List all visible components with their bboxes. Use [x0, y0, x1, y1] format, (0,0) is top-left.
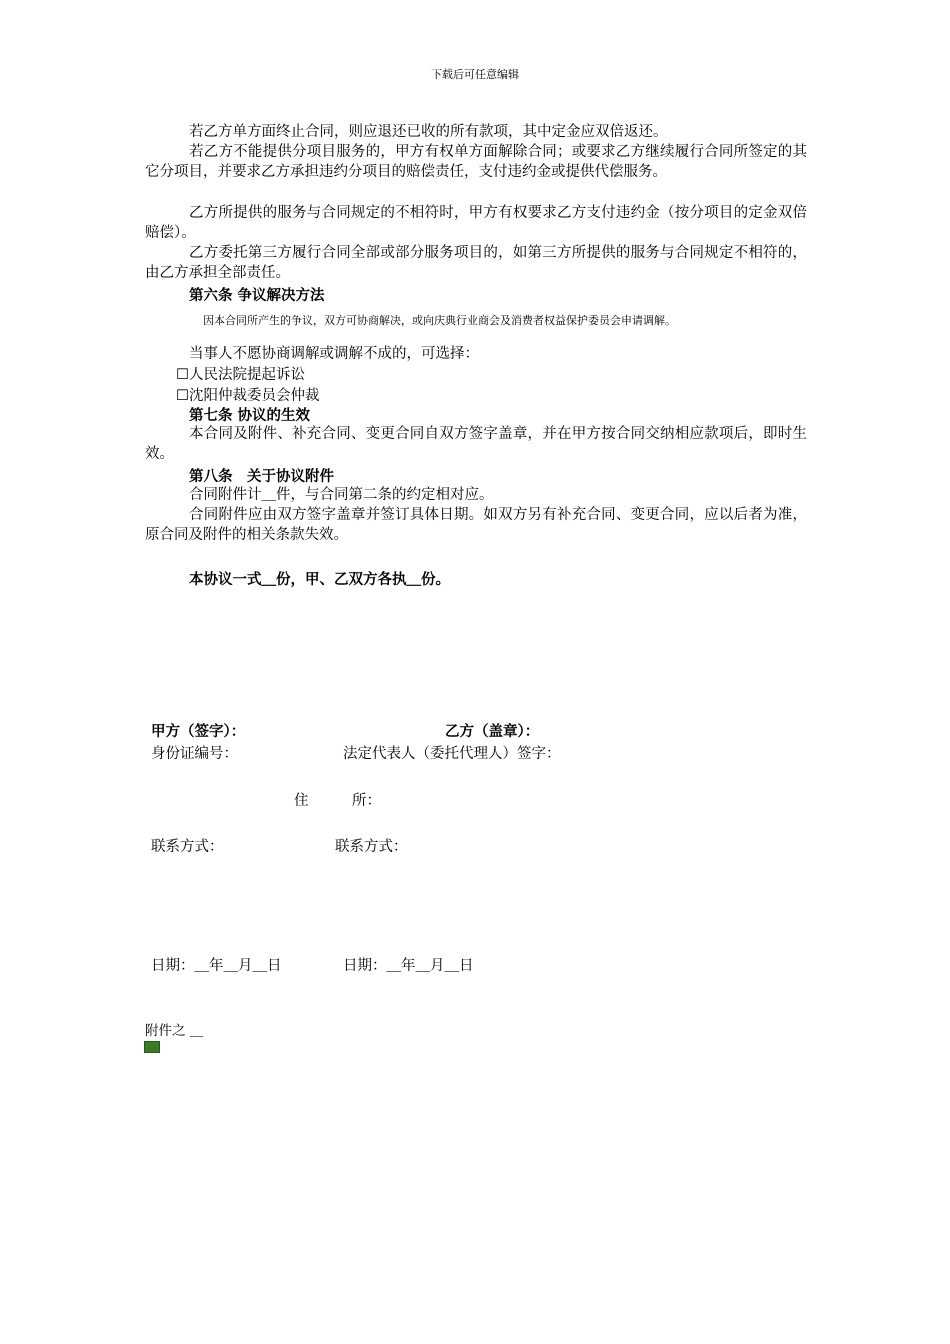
article-6-text: 因本合同所产生的争议，双方可协商解决，或向庆典行业商会及消费者权益保护委员会申请调解。: [203, 314, 676, 327]
contact-a-label: 联系方式：: [151, 839, 224, 855]
option-court[interactable]: ☐人民法院提起诉讼: [176, 367, 305, 383]
legal-rep-label: 法定代表人（委托代理人）签字：: [343, 746, 561, 762]
attachment-label: 附件之 ＿: [145, 1023, 204, 1039]
article-8-text2: 合同附件应由双方签字盖章并签订具体日期。如双方另有补充合同、变更合同，应以后者为准，原合同及附件的相关条款失效。: [145, 507, 807, 543]
article-8-title: 第八条 关于协议附件: [189, 468, 334, 485]
page-header: 下载后可任意编辑: [431, 68, 519, 81]
article-6-choose: 当事人不愿协商调解或调解不成的，可选择：: [189, 346, 479, 362]
address-label: 住 所：: [294, 793, 381, 809]
contact-b-label: 联系方式：: [335, 839, 408, 855]
paragraph-penalty: 乙方所提供的服务与合同规定的不相符时，甲方有权要求乙方支付违约金（按分项目的定金双倍赔偿）。: [145, 205, 807, 241]
article-6-title: 第六条 争议解决方法: [189, 287, 325, 304]
paragraph-refund: 若乙方单方面终止合同，则应退还已收的所有款项，其中定金应双倍返还。: [189, 124, 668, 140]
date-b-label: 日期：＿年＿月＿日: [343, 958, 474, 974]
paragraph-third-party: 乙方委托第三方履行合同全部或部分服务项目的，如第三方所提供的服务与合同规定不相符的，由乙方承担全部责任。: [145, 245, 807, 281]
article-7-title: 第七条 协议的生效: [189, 407, 311, 424]
paragraph-terminate: 若乙方不能提供分项目服务的，甲方有权单方面解除合同；或要求乙方继续履行合同所签定的其它分项目，并要求乙方承担违约分项目的赔偿责任，支付违约金或提供代偿服务。: [145, 144, 807, 180]
party-b-label: 乙方（盖章）：: [445, 723, 540, 740]
party-a-label: 甲方（签字）：: [151, 723, 246, 740]
id-number-label: 身份证编号：: [151, 746, 238, 762]
image-thumbnail: [144, 1041, 160, 1053]
article-7-text: 本合同及附件、补充合同、变更合同自双方签字盖章，并在甲方按合同交纳相应款项后，即时生效。: [145, 426, 807, 462]
date-a-label: 日期：＿年＿月＿日: [151, 958, 282, 974]
copies-statement: 本协议一式＿份，甲、乙双方各执＿份。: [189, 571, 450, 588]
article-8-text1: 合同附件计＿件，与合同第二条的约定相对应。: [189, 487, 494, 503]
option-arbitration[interactable]: ☐沈阳仲裁委员会仲裁: [176, 388, 320, 404]
